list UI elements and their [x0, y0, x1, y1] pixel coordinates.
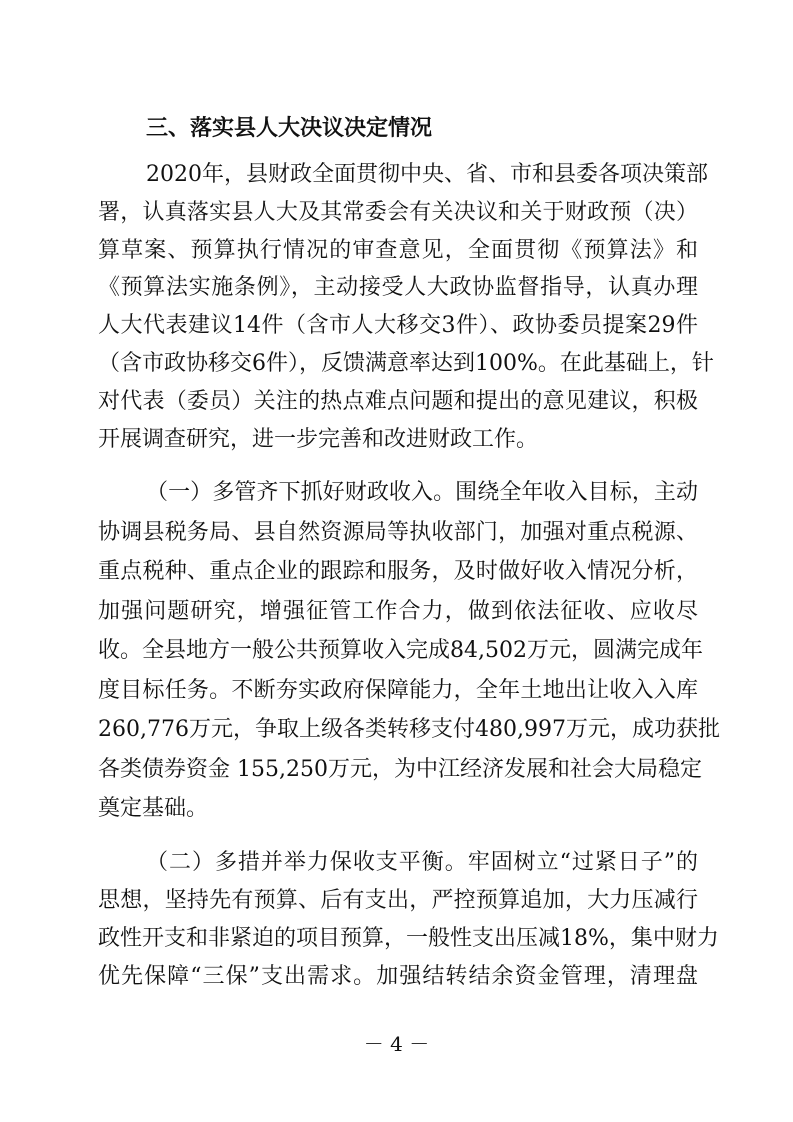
section-heading: 三、落实县人大决议决定情况 — [146, 116, 433, 141]
paragraph-line: （含市政协移交6件），反馈满意率达到100%。在此基础上，针 — [98, 351, 714, 376]
paragraph-line: 协调县税务局、县自然资源局等执收部门，加强对重点税源、 — [98, 520, 698, 545]
paragraph-line: 署，认真落实县人大及其常委会有关决议和关于财政预（决） — [98, 200, 698, 225]
paragraph-line: 算草案、预算执行情况的审查意见，全面贯彻《预算法》和 — [98, 238, 698, 263]
paragraph-line: （二）多措并举力保收支平衡。牢固树立“过紧日子”的 — [146, 850, 698, 875]
paragraph-line: 收。全县地方一般公共预算收入完成84,502万元，圆满完成年 — [98, 638, 703, 663]
paragraph-line: 重点税种、重点企业的跟踪和服务，及时做好收入情况分析， — [98, 559, 698, 584]
paragraph-line: 奠定基础。 — [98, 796, 209, 821]
paragraph-line: 加强问题研究，增强征管工作合力，做到依法征收、应收尽 — [98, 599, 698, 624]
paragraph-line: 政性开支和非紧迫的项目预算，一般性支出压减18%，集中财力 — [98, 926, 719, 951]
paragraph-line: 开展调查研究，进一步完善和改进财政工作。 — [98, 427, 539, 452]
paragraph-line: 思想，坚持先有预算、后有支出，严控预算追加，大力压减行 — [98, 888, 698, 913]
paragraph-line: 2020年，县财政全面贯彻中央、省、市和县委各项决策部 — [146, 162, 708, 187]
paragraph-line: 度目标任务。不断夯实政府保障能力，全年土地出让收入入库 — [98, 678, 698, 703]
paragraph-line: 人大代表建议14件（含市人大移交3件）、政协委员提案29件 — [98, 313, 698, 338]
paragraph-line: 对代表（委员）关注的热点难点问题和提出的意见建议，积极 — [98, 389, 698, 414]
paragraph-line: （一）多管齐下抓好财政收入。围绕全年收入目标，主动 — [146, 480, 698, 505]
paragraph-line: 《预算法实施条例》，主动接受人大政协监督指导，认真办理 — [98, 275, 698, 300]
paragraph-line: 各类债券资金 155,250万元，为中江经济发展和社会大局稳定 — [98, 757, 702, 782]
paragraph-line: 260,776万元，争取上级各类转移支付480,997万元，成功获批 — [98, 717, 720, 742]
paragraph-line: 优先保障“三保”支出需求。加强结转结余资金管理，清理盘 — [98, 964, 698, 989]
page-number: － 4 － — [363, 1032, 430, 1056]
